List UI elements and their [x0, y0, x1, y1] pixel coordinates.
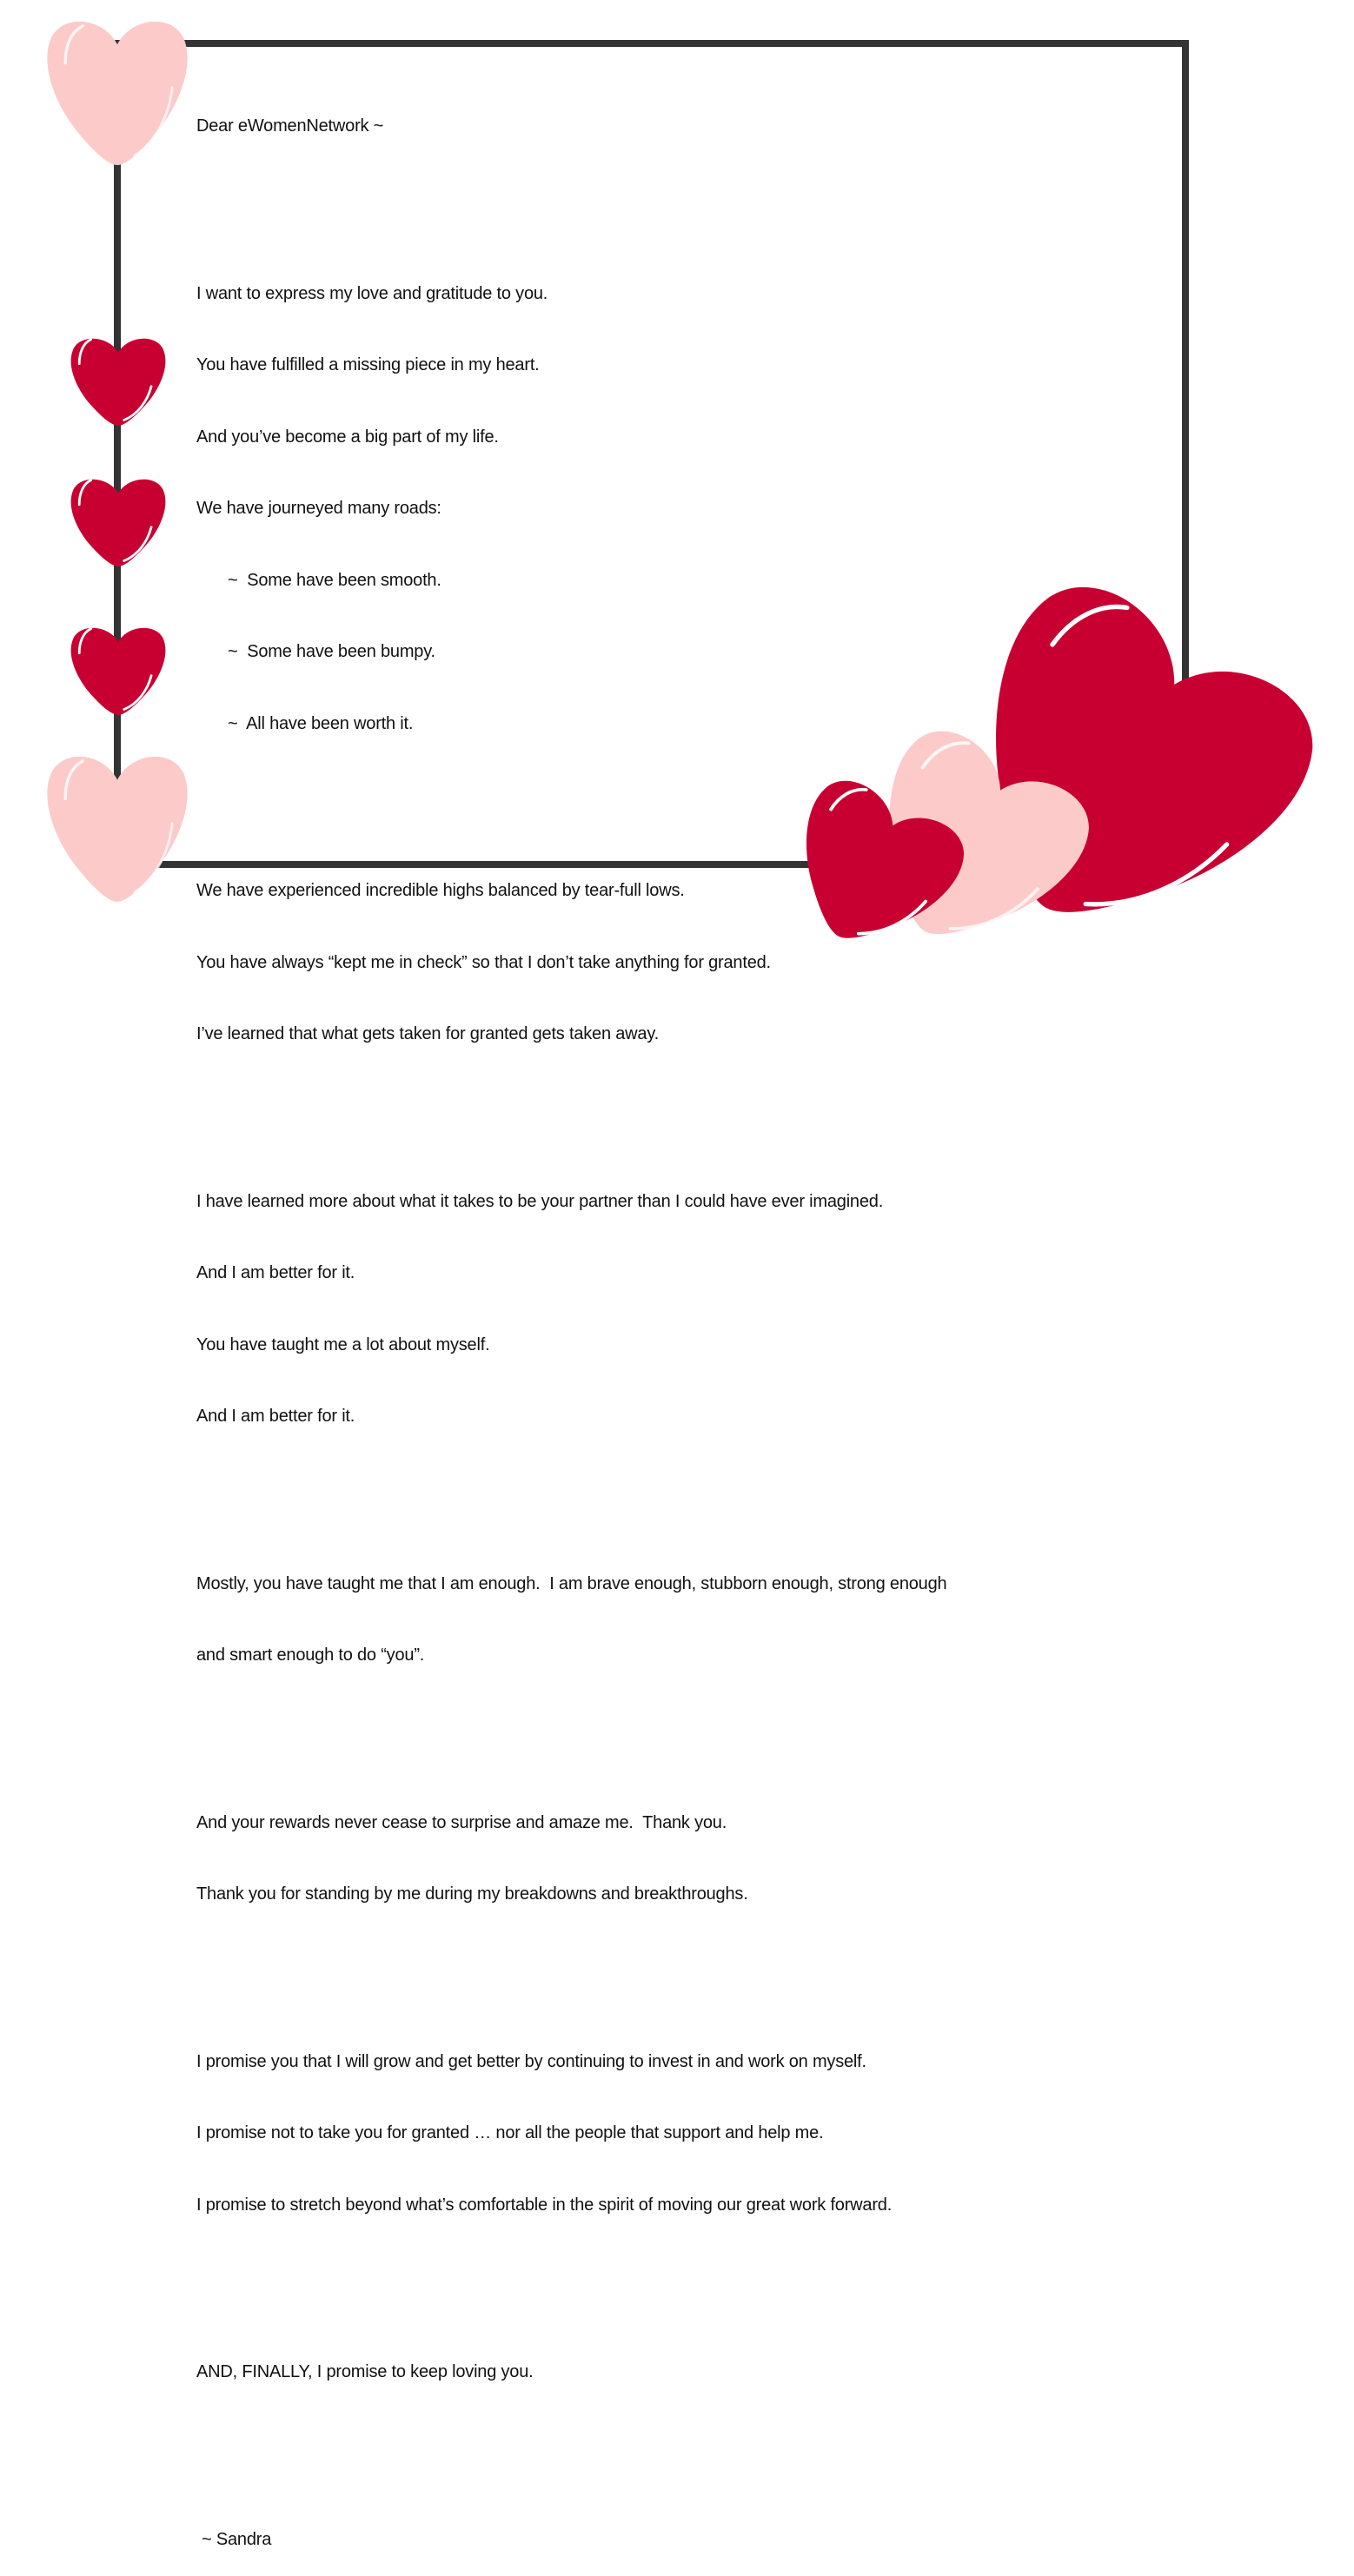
letter-line: And you’ve become a big part of my life.	[196, 427, 499, 447]
list-item: ~ Some have been bumpy.	[228, 642, 435, 661]
letter-line: You have fulfilled a missing piece in my heart.	[196, 355, 540, 374]
salutation: Dear eWomenNetwork ~	[196, 116, 384, 136]
spacer	[196, 2265, 946, 2289]
letter-line: I promise to stretch beyond what’s comfortable in the spirit of moving our great work forward.	[196, 2195, 893, 2215]
signature: ~ Sandra	[202, 2529, 272, 2549]
letter-line: And I am better for it.	[196, 1407, 355, 1426]
letter-body	[196, 67, 946, 2576]
letter-line: I promise you that I will grow and get better by continuing to invest in and work on myself.	[196, 2051, 866, 2071]
spacer	[196, 1477, 946, 1501]
letter-line: You have taught me a lot about myself.	[196, 1334, 490, 1354]
spacer	[196, 1716, 946, 1740]
letter-line: You have always “kept me in check” so that I don’t take anything for granted.	[196, 952, 771, 972]
letter-line: and smart enough to do “you”.	[196, 1646, 425, 1665]
list-item: ~ Some have been smooth.	[228, 570, 441, 590]
letter-line: I have learned more about what it takes to be your partner than I could have ever imagined.	[196, 1191, 884, 1211]
letter-line: I’ve learned that what gets taken for granted gets taken away.	[196, 1024, 660, 1043]
letter-line: We have experienced incredible highs balanced by tear-full lows.	[196, 881, 685, 900]
red-heart-1-icon	[70, 332, 167, 426]
pink-heart-bottom-icon	[45, 745, 189, 902]
spacer	[196, 1955, 946, 1979]
letter-line: I want to express my love and gratitude to you.	[196, 283, 548, 303]
letter-line: Mostly, you have taught me that I am enough. I am brave enough, stubborn enough, strong enough	[196, 1573, 947, 1593]
letter-line: Thank you for standing by me during my breakdowns and breakthroughs.	[196, 1884, 748, 1904]
red-heart-2-icon	[70, 473, 167, 566]
spacer	[196, 187, 946, 211]
list-item: ~ All have been worth it.	[228, 713, 414, 733]
letter-line: And I am better for it.	[196, 1263, 355, 1282]
letter-line: I promise not to take you for granted … nor all the people that support and help me.	[196, 2123, 824, 2142]
red-heart-3-icon	[70, 621, 167, 715]
spacer	[196, 1095, 946, 1119]
spacer	[196, 2433, 946, 2457]
letter-line: We have journeyed many roads:	[196, 499, 441, 518]
pink-heart-top-icon	[45, 10, 189, 165]
letter-line: AND, FINALLY, I promise to keep loving you.	[196, 2362, 534, 2381]
letter-line: And your rewards never cease to surprise and amaze me. Thank you.	[196, 1812, 727, 1832]
